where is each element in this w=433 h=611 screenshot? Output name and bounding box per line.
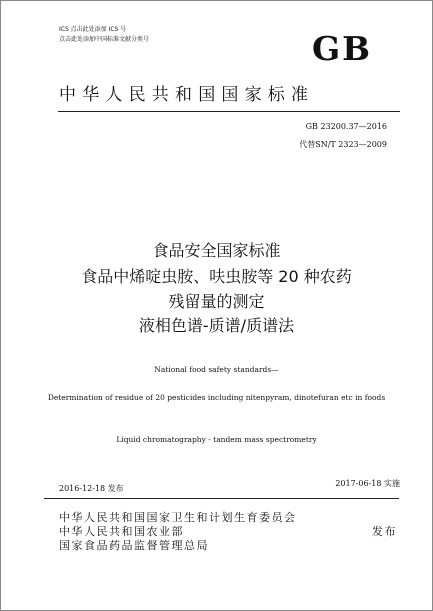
en-title-line-1: National food safety standards— — [154, 365, 279, 374]
implementation-date: 2017-06-18 实施 — [335, 479, 400, 488]
en-title-line-3: Liquid chromatography - tandem mass spectrometry — [116, 435, 317, 444]
ccs-classification-field[interactable]: 点击此处添加中国标准文献分类号 — [59, 36, 150, 43]
gb-logo: GB — [312, 29, 373, 68]
replaces-standard: 代替SN/T 2323—2009 — [299, 140, 387, 149]
cn-title-line-3: 残留量的测定 — [168, 292, 265, 311]
header-divider — [58, 111, 400, 112]
ics-number-field[interactable]: ICS 点击此处添加 ICS 号 — [59, 26, 127, 33]
standard-type-heading: 中华人民共和国国家标准 — [59, 85, 315, 105]
issuer-line-1: 中华人民共和国国家卫生和计划生育委员会 — [59, 511, 297, 524]
cn-title-line-4: 液相色谱-质谱/质谱法 — [138, 316, 295, 335]
standard-number: GB 23200.37—2016 — [305, 122, 387, 131]
footer-divider — [44, 498, 399, 499]
issuer-line-2: 中华人民共和国农业部 — [59, 525, 184, 538]
issuer-line-3: 国家食品药品监督管理总局 — [59, 539, 209, 552]
cn-title-line-1: 食品安全国家标准 — [152, 241, 281, 260]
publish-label: 发布 — [372, 525, 397, 538]
cn-title-line-2: 食品中烯啶虫胺、呋虫胺等 20 种农药 — [81, 267, 352, 286]
issue-date: 2016-12-18 发布 — [59, 484, 124, 493]
en-title-line-2: Determination of residue of 20 pesticides including nitenpyram, dinotefuran etc in foods — [47, 393, 386, 402]
